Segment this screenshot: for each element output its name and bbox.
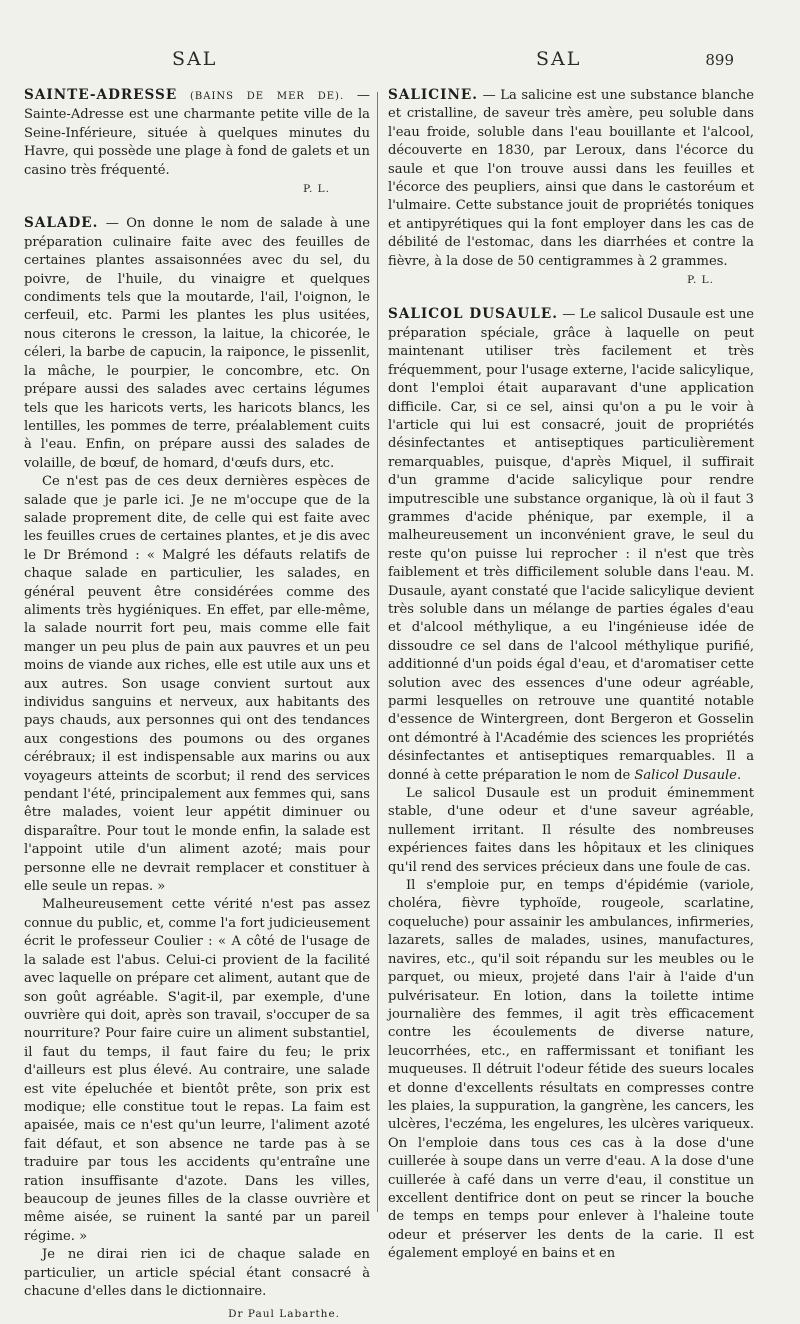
- article-paragraph: Il s'emploie pur, en temps d'épidémie (variole, choléra, fièvre typhoïde, rougeole, scarlatine, coqueluche) pour assainir les ambulances, infirmeries, lazarets, salles de malades, usines, manufactures, navires, etc., qu'il soit répandu sur les meubles ou le parquet, ou mieux, projeté dans l'air à l'aide d'un pulvérisateur. En lotion, dans la toilette intime journalière des femmes, il agit très efficacement contre les écoulements de diverse nature, leucorrhées, etc., en raffermissant et tonifiant les muqueuses. Il détruit l'odeur fétide des sueurs locales et donne d'excellents résultats en compresses contre les plaies, la suppuration, la gangrène, les cancers, les ulcères, l'eczéma, les engelures, les ulcères variqueux. On l'emploie dans tous ces cas à la dose d'une cuillerée à soupe dans un verre d'eau. A la dose d'une cuillerée à café dans un verre d'eau, il constitue un excellent dentifrice dont on peut se rincer la bouche de temps en temps pour enlever à l'haleine toute odeur et préserver les dents de la carie. Il est également employé en bains et en: [388, 878, 754, 1262]
- entry-signature: P. L.: [303, 183, 330, 196]
- article-salicol-dusaule: [388, 305, 754, 1263]
- article-salade: [24, 214, 370, 1323]
- article-sainte-adresse: [24, 86, 370, 198]
- article-paragraph: Je ne dirai rien ici de chaque salade en particulier, un article spécial étant consacré à chacune d'elles dans le dictionnaire.: [24, 1247, 370, 1299]
- article-paragraph: [24, 86, 370, 180]
- page-number: 899: [705, 51, 734, 69]
- article-paragraph: [388, 86, 754, 271]
- entry-text: — Sainte-Adresse est une charmante petite ville de la Seine-Inférieure, située à quelques minutes du Havre, qui possède une plage à fond de galets et un casino très fréquenté.: [24, 88, 370, 178]
- right-column: [388, 86, 754, 1262]
- running-head-right: SAL: [536, 48, 582, 70]
- article-paragraph: [24, 214, 370, 473]
- entry-italic-term: Salicol Dusaule: [634, 767, 737, 783]
- running-head-left: SAL: [172, 48, 218, 70]
- entry-signature: P. L.: [687, 274, 714, 287]
- entry-text: — Le salicol Dusaule est une préparation spéciale, grâce à laquelle on peut maintenant utiliser très facilement et très fréquemment, pour l'usage externe, l'acide salicylique, dont l'emploi était auparavant d'une application difficile. Car, si ce sel, ainsi qu'on a pu le voir à l'article qui lui est consacré, jouit de propriétés désinfectantes et antiseptiques particulièrement remarquables, puisque, d'après Miquel, il suffirait d'un gramme d'acide salicylique pour rendre imputrescible une substance organique, là où il faut 3 grammes d'acide phénique, par exemple, il a malheureusement un inconvénient grave, le seul du reste qu'on puisse lui reprocher : il n'est que très faiblement et très difficilement soluble dans l'eau. M. Dusaule, ayant constaté que l'acide salicylique devient très soluble dans un mélange de parties égales d'eau et d'alcool méthylique, a eu l'ingénieuse idée de dissoudre ce sel dans de l'alcool méthylique purifié, additionné d'un poids égal d'eau, et d'aromatiser cette solution avec des essences d'une odeur agréable, parmi lesquelles on retrouve une quantité notable d'essence de Wintergreen, dont Bergeron et Gosselin ont démontré à l'Académie des sciences les propriétés désinfectantes et antiseptiques remarquables. Il a donné à cette préparation le nom de: [388, 307, 754, 783]
- article-paragraph: [388, 305, 754, 785]
- entry-headword: SALICOL DUSAULE.: [388, 306, 558, 323]
- entry-text: — On donne le nom de salade à une préparation culinaire faite avec des feuilles de certaines plantes assaisonnées avec du sel, du poivre, de l'huile, du vinaigre et quelques condiments tels que la moutarde, l'ail, l'oignon, le cerfeuil, etc. Parmi les plantes les plus usitées, nous citerons le cresson, la laitue, la chicorée, le céleri, la barbe de capucin, la raiponce, le pissenlit, la mâche, le pourpier, le concombre, etc. On prépare aussi des salades avec certains légumes tels que les haricots verts, les haricots blancs, les lentilles, les pommes de terre, préalablement cuits à l'eau. Enfin, on prépare aussi des salades de volaille, de bœuf, de homard, d'œufs durs, etc.: [24, 216, 370, 471]
- left-column: [24, 86, 370, 1321]
- entry-text: — La salicine est une substance blanche et cristalline, de saveur très amère, peu soluble dans l'eau froide, soluble dans l'eau bouillante et l'alcool, découverte en 1830, par Leroux, dans l'écorce du saule et que l'on trouve aussi dans les feuilles et l'écorce des peupliers, ainsi que dans le castoréum et l'ulmaire. Cette substance jouit de propriétés toniques et antipyrétiques qui la font employer dans les cas de débilité de l'estomac, dans les diarrhées et contre la fièvre, à la dose de 50 centigrammes à 2 grammes.: [388, 88, 754, 269]
- entry-subtitle: (BAINS DE MER DE).: [189, 91, 345, 102]
- article-paragraph: Le salicol Dusaule est un produit éminemment stable, d'une odeur et d'une saveur agréable, nullement irritant. Il résulte des nombreuses expériences faites dans les hôpitaux et les cliniques qu'il rend des services précieux dans une foule de cas.: [388, 786, 754, 875]
- article-paragraph: Malheureusement cette vérité n'est pas assez connue du public, et, comme l'a fort judicieusement écrit le professeur Coulier : « A côté de l'usage de la salade est l'abus. Celui-ci provient de la facilité avec laquelle on prépare cet aliment, autant que de son goût agréable. S'agit-il, par exemple, d'une ouvrière qui doit, après son travail, s'occuper de sa nourriture? Pour faire cuire un aliment substantiel, il faut du temps, il faut faire du feu; le prix d'ailleurs est plus élevé. Au contraire, une salade est vite épeluchée et bientôt prête, son prix est modique; elle constitue tout le repas. La faim est apaisée, mais ce n'est qu'un leurre, l'aliment azoté fait défaut, et son absence ne tarde pas à se traduire par tous les accidents qu'entraîne une ration insuffisante d'azote. Dans les villes, beaucoup de jeunes filles de la classe ouvrière et même aisée, se ruinent la santé par un pareil régime. »: [24, 897, 370, 1244]
- entry-headword: SAINTE-ADRESSE: [24, 87, 178, 103]
- entry-author: Dr Paul Labarthe.: [228, 1308, 340, 1321]
- entry-headword: SALICINE.: [388, 87, 478, 103]
- article-paragraph: Ce n'est pas de ces deux dernières espèces de salade que je parle ici. Je ne m'occupe que de la salade proprement dite, de celle qui est faite avec les feuilles crues de certaines plantes, et je dis avec le Dr Brémond : « Malgré les défauts relatifs de chaque salade en particulier, les salades, en général peuvent être considérées comme des aliments très hygiéniques. En effet, par elle-même, la salade nourrit fort peu, mais comme elle fait manger un peu plus de pain aux pauvres et un peu moins de viande aux riches, elle est utile aux uns et aux autres. Son usage convient surtout aux individus sanguins et nerveux, aux habitants des pays chauds, aux personnes qui ont des tendances aux congestions des poumons ou des organes cérébraux; il est indispensable aux marins ou aux voyageurs atteints de scorbut; il rend des services pendant l'été, principalement aux femmes qui, sans être malades, voient leur appétit diminuer ou disparaître. Pour tout le monde enfin, la salade est l'appoint utile d'un aliment azoté; mais pour personne elle ne devrait remplacer et constituer à elle seule un repas. »: [24, 474, 370, 895]
- entry-headword: SALADE.: [24, 215, 99, 232]
- column-divider: [377, 92, 378, 1212]
- article-salicine: [388, 86, 754, 289]
- entry-text-end: .: [736, 767, 742, 783]
